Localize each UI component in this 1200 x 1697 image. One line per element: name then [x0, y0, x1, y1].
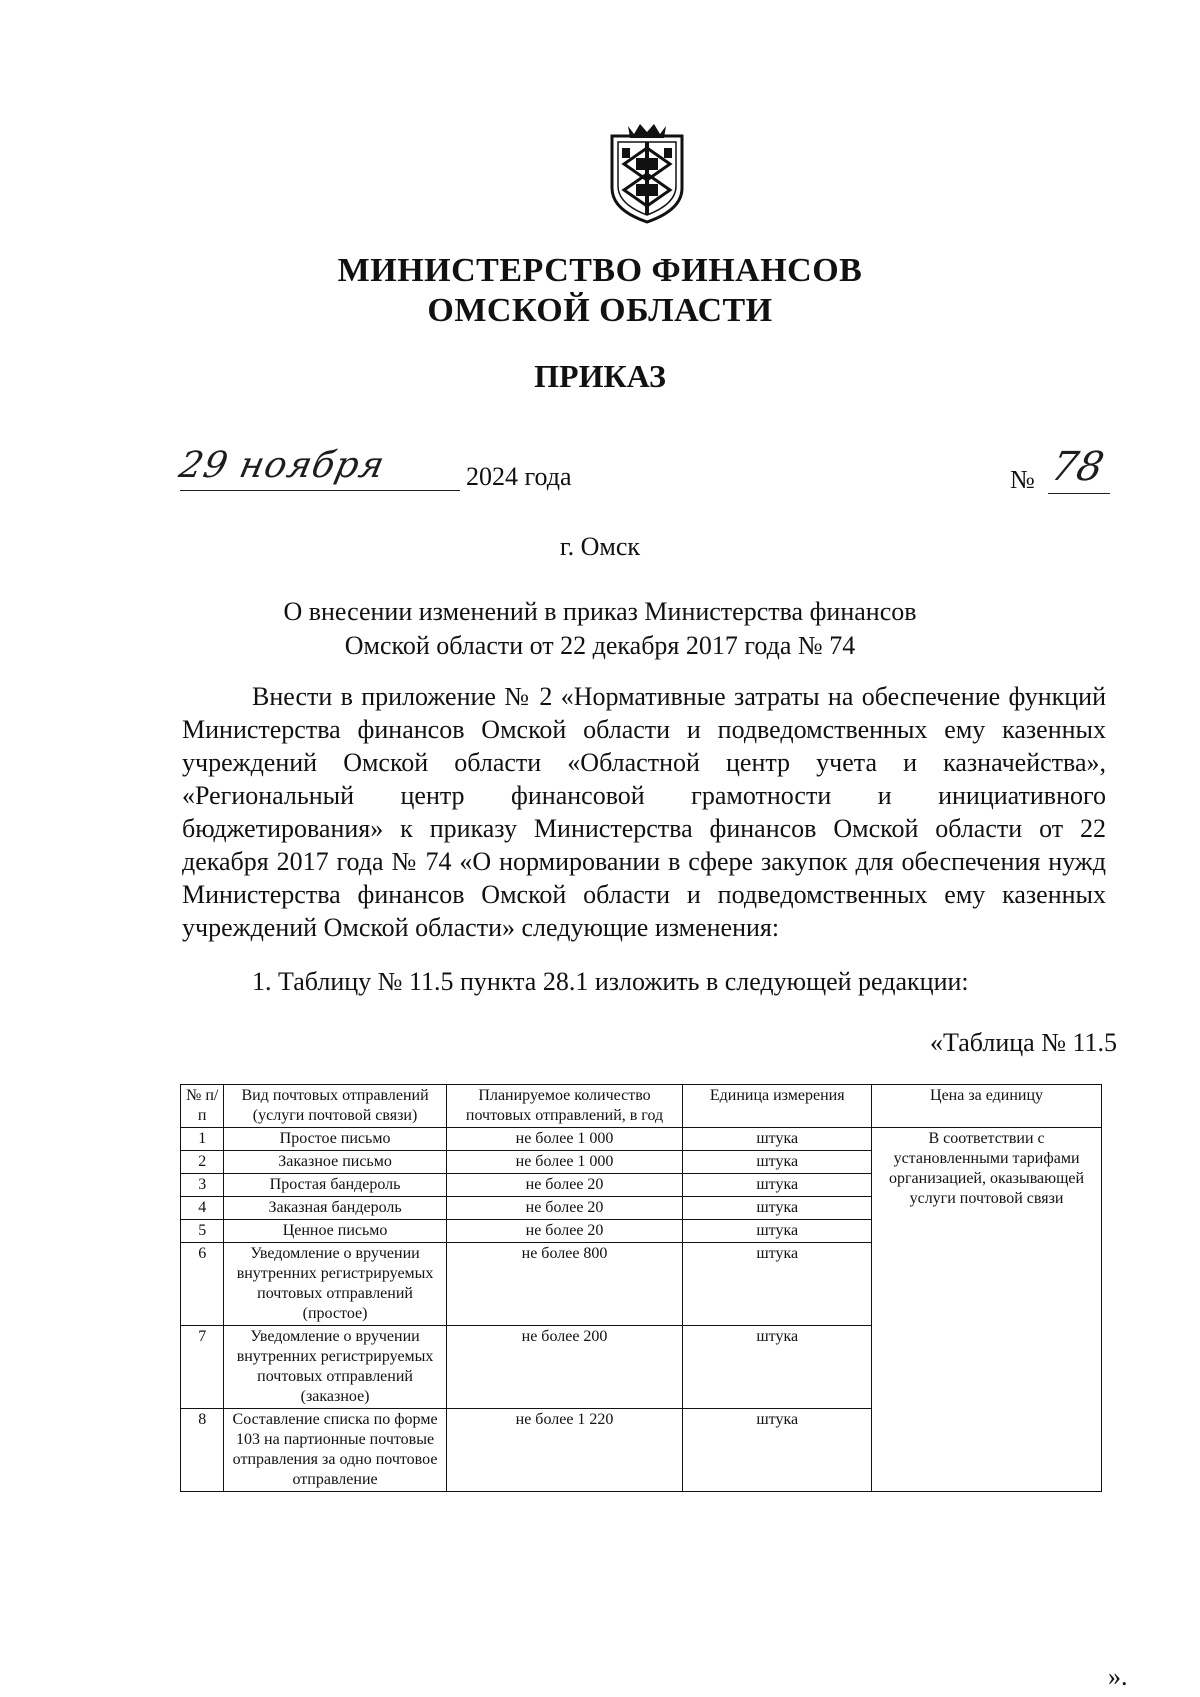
row-type: Составление списка по форме 103 на партионные почтовые отправления за одно почтовое отправление	[224, 1409, 446, 1492]
row-unit: штука	[683, 1151, 872, 1174]
row-qty: не более 1 000	[446, 1151, 683, 1174]
row-num: 4	[181, 1197, 224, 1220]
subject-line1: О внесении изменений в приказ Министерства финансов	[283, 597, 917, 626]
row-type: Уведомление о вручении внутренних регистрируемых почтовых отправлений (заказное)	[224, 1326, 446, 1409]
table-row	[181, 1128, 1102, 1151]
row-num: 6	[181, 1243, 224, 1326]
closing-quote: ».	[1108, 1662, 1128, 1691]
row-unit: штука	[683, 1326, 872, 1409]
row-unit: штука	[683, 1128, 872, 1151]
header-num: № п/п	[181, 1085, 224, 1128]
handwritten-date: 29 ноября	[175, 445, 389, 486]
header-unit: Единица измерения	[683, 1085, 872, 1128]
row-qty: не более 1 000	[446, 1128, 683, 1151]
row-type: Простая бандероль	[224, 1174, 446, 1197]
row-num: 5	[181, 1220, 224, 1243]
header-qty: Планируемое количество почтовых отправлений, в год	[446, 1085, 683, 1128]
document-year: 2024 года	[466, 462, 572, 491]
row-type: Ценное письмо	[224, 1220, 446, 1243]
coat-of-arms-icon	[606, 118, 688, 224]
ministry-name-line2: ОМСКОЙ ОБЛАСТИ	[427, 292, 773, 329]
order-subject	[0, 595, 1200, 663]
postal-costs-table	[180, 1084, 1102, 1492]
price-cell: В соответствии с установленными тарифами организацией, оказывающей услуги почтовой связи	[872, 1128, 1102, 1492]
row-unit: штука	[683, 1220, 872, 1243]
row-qty: не более 800	[446, 1243, 683, 1326]
order-item-1: 1. Таблицу № 11.5 пункта 28.1 изложить в следующей редакции:	[252, 967, 969, 996]
header-type: Вид почтовых отправлений (услуги почтовой связи)	[224, 1085, 446, 1128]
row-num: 3	[181, 1174, 224, 1197]
row-qty: не более 20	[446, 1220, 683, 1243]
subject-line2: Омской области от 22 декабря 2017 года № 74	[344, 631, 856, 660]
row-unit: штука	[683, 1174, 872, 1197]
row-unit: штука	[683, 1409, 872, 1492]
order-body-paragraph: Внести в приложение № 2 «Нормативные затраты на обеспечение функций Министерства финансов Омской области и подведомственных ему казенных учреждений Омской области «Областной центр учета и казначейства», «Региональный центр финансовой грамотности и инициативного бюджетирования» к приказу Министерства финансов Омской области от 22 декабря 2017 года № 74 «О нормировании в сфере закупок для обеспечения нужд Министерства финансов Омской области и подведомственных ему казенных учреждений Омской области» следующие изменения:	[182, 682, 1106, 942]
row-qty: не более 200	[446, 1326, 683, 1409]
row-type: Заказное письмо	[224, 1151, 446, 1174]
row-qty: не более 1 220	[446, 1409, 683, 1492]
table-header-row	[181, 1085, 1102, 1128]
row-num: 8	[181, 1409, 224, 1492]
header-price: Цена за единицу	[872, 1085, 1102, 1128]
row-unit: штука	[683, 1243, 872, 1326]
row-qty: не более 20	[446, 1197, 683, 1220]
row-num: 1	[181, 1128, 224, 1151]
row-num: 2	[181, 1151, 224, 1174]
row-type: Заказная бандероль	[224, 1197, 446, 1220]
number-label: №	[1010, 465, 1035, 494]
city: г. Омск	[559, 532, 641, 561]
row-type: Простое письмо	[224, 1128, 446, 1151]
row-type: Уведомление о вручении внутренних регистрируемых почтовых отправлений (простое)	[224, 1243, 446, 1326]
table-caption: «Таблица № 11.5	[930, 1028, 1118, 1057]
number-underline	[1048, 493, 1110, 494]
handwritten-number: 78	[1047, 444, 1108, 490]
ministry-name-line1: МИНИСТЕРСТВО ФИНАНСОВ	[337, 252, 863, 289]
row-unit: штука	[683, 1197, 872, 1220]
row-num: 7	[181, 1326, 224, 1409]
row-qty: не более 20	[446, 1174, 683, 1197]
document-type-title: ПРИКАЗ	[534, 358, 666, 394]
date-underline	[180, 490, 460, 491]
